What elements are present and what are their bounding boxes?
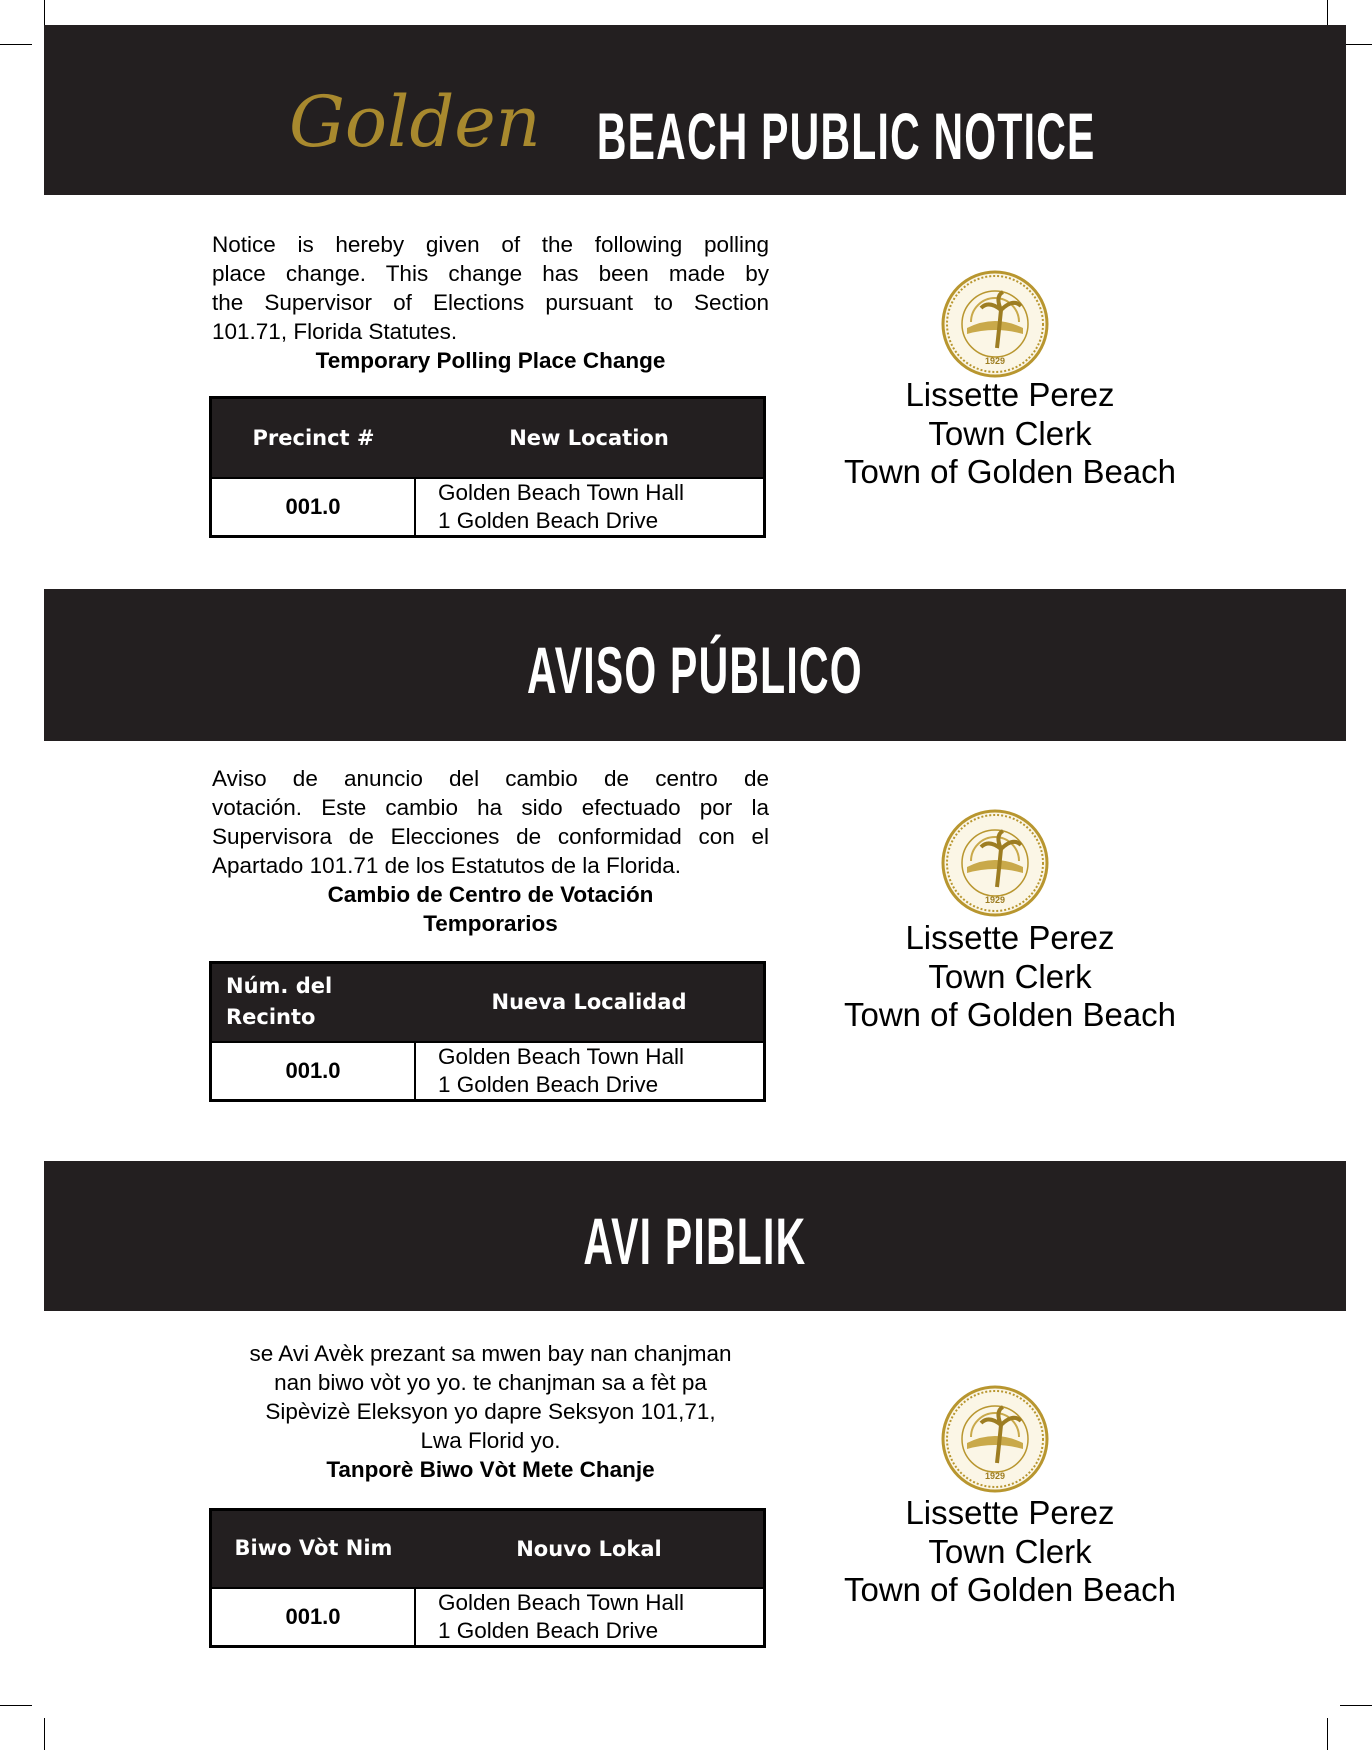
signature-block-ht — [820, 1494, 1200, 1610]
precinct-cell: 001.0 — [211, 1588, 416, 1647]
notice-body-es: Aviso de anuncio del cambio de centro de votación. Este cambio ha sido efectuado por la Supervisora de Elecciones de conformidad con el Apartado 101.71 de los Estatutos de la Florida. Cambio de Centro de Votación Temporarios — [212, 766, 769, 936]
clerk-name: Lissette Perez — [905, 1494, 1115, 1531]
section-banner-ht — [44, 1161, 1346, 1311]
header-banner — [44, 25, 1346, 195]
town-seal-icon — [941, 1385, 1049, 1493]
location-cell: Golden Beach Town Hall 1 Golden Beach Drive — [415, 1042, 765, 1101]
town-name: Town of Golden Beach — [843, 1571, 1177, 1608]
section-title-ht: AVI PIBLIK — [583, 1204, 807, 1278]
table-row — [211, 1588, 765, 1647]
clerk-name: Lissette Perez — [905, 376, 1115, 413]
crop-mark — [1340, 1705, 1372, 1706]
clerk-title: Town Clerk — [928, 414, 1092, 452]
precinct-cell: 001.0 — [211, 478, 416, 537]
column-header-location: Nueva Localidad — [415, 963, 765, 1042]
crop-mark — [0, 44, 32, 45]
column-header-location: New Location — [415, 398, 765, 478]
column-header-location: Nouvo Lokal — [415, 1510, 765, 1588]
signature-block-en — [820, 376, 1200, 492]
crop-mark — [44, 1718, 45, 1750]
polling-table-ht — [209, 1508, 766, 1648]
town-name: Town of Golden Beach — [843, 453, 1177, 490]
table-row — [211, 478, 765, 537]
svg-text:1929: 1929 — [984, 356, 1006, 366]
subheading: Temporarios — [423, 911, 558, 936]
svg-text:1929: 1929 — [984, 895, 1006, 905]
golden-script-logo: Golden — [289, 81, 541, 163]
crop-mark — [0, 1705, 32, 1706]
subheading: Temporary Polling Place Change — [315, 348, 666, 373]
clerk-name: Lissette Perez — [905, 919, 1115, 956]
clerk-title: Town Clerk — [928, 1532, 1092, 1570]
polling-table-es — [209, 961, 766, 1102]
precinct-cell: 001.0 — [211, 1042, 416, 1101]
subheading: Tanporè Biwo Vòt Mete Chanje — [326, 1457, 655, 1482]
subheading: Cambio de Centro de Votación — [327, 882, 654, 907]
table-row — [211, 1042, 765, 1101]
section-banner-es — [44, 589, 1346, 741]
clerk-title: Town Clerk — [928, 957, 1092, 995]
page-title: BEACH PUBLIC NOTICE — [596, 99, 1096, 173]
location-cell: Golden Beach Town Hall 1 Golden Beach Drive — [415, 478, 765, 537]
notice-body-en: Notice is hereby given of the following polling place change. This change has been made by the Supervisor of Elections pursuant to Section 101.71, Florida Statutes. Temporary Polling Place Change — [212, 232, 769, 373]
polling-table-en — [209, 396, 766, 538]
section-title-es: AVISO PÚBLICO — [527, 633, 863, 707]
town-seal-icon — [941, 270, 1049, 378]
svg-text:1929: 1929 — [984, 1471, 1006, 1481]
town-name: Town of Golden Beach — [843, 996, 1177, 1033]
crop-mark — [1327, 1718, 1328, 1750]
column-header-precinct: Biwo Vòt Nim — [211, 1510, 416, 1588]
signature-block-es — [820, 919, 1200, 1035]
location-cell: Golden Beach Town Hall 1 Golden Beach Drive — [415, 1588, 765, 1647]
notice-body-ht: se Avi Avèk prezant sa mwen bay nan chanjman nan biwo vòt yo yo. te chanjman sa a fèt pa Sipèvizè Eleksyon yo dapre Seksyon 101,71, Lwa Florid yo. Tanporè Biwo Vòt Mete Chanje — [212, 1339, 769, 1484]
column-header-precinct: Núm. del Recinto — [211, 963, 416, 1042]
town-seal-icon — [941, 809, 1049, 917]
column-header-precinct: Precinct # — [211, 398, 416, 478]
